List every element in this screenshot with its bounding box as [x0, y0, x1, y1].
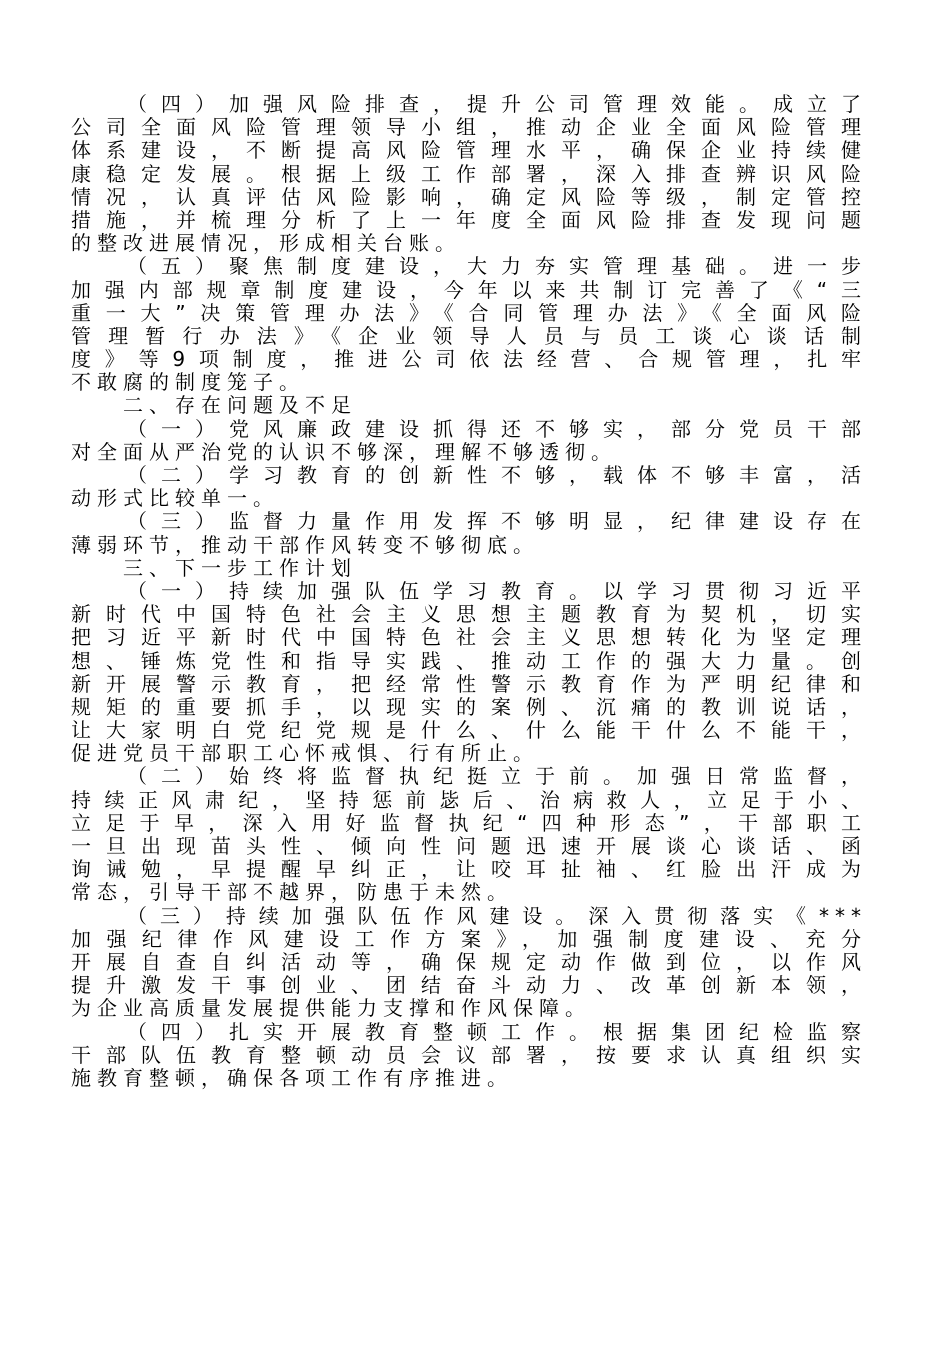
paragraph-start: （四）加强风险排查，提升公司管理效能。成立了: [127, 92, 867, 116]
text-line: 措施，并梳理分析了上一年度全面风险排查发现问题: [71, 207, 867, 232]
text-line: 重一大”决策管理办法》《合同管理办法》《全面风险: [71, 300, 867, 325]
paragraph-start: （三）监督力量作用发挥不够明显，纪律建设存在: [127, 509, 867, 534]
text-line: 情况，认真评估风险影响，确定风险等级，制定管控: [71, 184, 867, 209]
text-line: 新时代中国特色社会主义思想主题教育为契机，切实: [71, 602, 867, 627]
text-line: 体系建设，不断提高风险管理水平，确保企业持续健: [71, 138, 867, 163]
text-line: 立足于早，深入用好监督执纪“四种形态”，干部职工: [71, 810, 867, 835]
text-line: 薄弱环节，推动干部作风转变不够彻底。: [71, 532, 539, 557]
text-line: 常态，引导干部不越界，防患于未然。: [71, 880, 513, 905]
document-body: [71, 93, 867, 1090]
text-line: 干部队伍教育整顿动员会议部署，按要求认真组织实: [71, 1042, 867, 1067]
text-line: 一旦出现苗头性、倾向性问题迅速开展谈心谈话、函: [71, 834, 867, 858]
text-line: 为企业高质量发展提供能力支撑和作风保障。: [71, 996, 591, 1021]
text-line: 询诫勉，早提醒早纠正，让咬耳扯袖、红脸出汗成为: [71, 857, 867, 882]
text-line: 度》等9项制度，推进公司依法经营、合规管理，扎牢: [71, 347, 867, 372]
paragraph-start: （四）扎实开展教育整顿工作。根据集团纪检监察: [127, 1019, 867, 1044]
paragraph-start: （一）持续加强队伍学习教育。以学习贯彻习近平: [127, 578, 867, 603]
text-line: 公司全面风险管理领导小组，推动企业全面风险管理: [71, 115, 867, 140]
section-heading: 二、存在问题及不足: [123, 393, 357, 418]
text-line: 开展自查自纠活动等，确保规定动作做到位，以作风: [71, 949, 867, 974]
text-line: 促进党员干部职工心怀戒惧、行有所止。: [71, 741, 539, 766]
section-heading: 三、下一步工作计划: [123, 555, 357, 580]
text-line: 提升激发干事创业、团结奋斗动力、改革创新本领，: [71, 973, 867, 998]
paragraph-start: （二）学习教育的创新性不够，载体不够丰富，活: [127, 463, 867, 487]
text-line: 想、锤炼党性和指导实践、推动工作的强大力量。创: [71, 648, 867, 673]
text-line: 施教育整顿，确保各项工作有序推进。: [71, 1065, 513, 1090]
text-line: 持续正风肃纪，坚持惩前毖后、治病救人，立足于小、: [71, 787, 867, 812]
text-line: 规矩的重要抓手，以现实的案例、沉痛的教训说话，: [71, 694, 867, 719]
paragraph-start: （一）党风廉政建设抓得还不够实，部分党员干部: [127, 416, 867, 441]
text-line: 把习近平新时代中国特色社会主义思想转化为坚定理: [71, 625, 867, 650]
text-line: 新开展警示教育，把经常性警示教育作为严明纪律和: [71, 671, 867, 696]
text-line: 不敢腐的制度笼子。: [71, 370, 305, 395]
paragraph-start: （五）聚焦制度建设，大力夯实管理基础。进一步: [127, 254, 867, 279]
paragraph-start: （三）持续加强队伍作风建设。深入贯彻落实《***: [127, 903, 867, 928]
text-line: 加强内部规章制度建设，今年以来共制订完善了《“三: [71, 277, 867, 302]
text-line: 对全面从严治党的认识不够深，理解不够透彻。: [71, 439, 617, 464]
paragraph-start: （二）始终将监督执纪挺立于前。加强日常监督，: [127, 764, 867, 789]
text-line: 让大家明白党纪党规是什么、什么能干什么不能干，: [71, 718, 867, 743]
text-line: 动形式比较单一。: [71, 486, 279, 511]
text-line: 加强纪律作风建设工作方案》，加强制度建设、充分: [71, 926, 867, 951]
text-line: 的整改进展情况，形成相关台账。: [71, 231, 461, 256]
text-line: 管理暂行办法》《企业领导人员与员工谈心谈话制: [71, 323, 867, 348]
text-line: 康稳定发展。根据上级工作部署，深入排查辨识风险: [71, 161, 867, 186]
